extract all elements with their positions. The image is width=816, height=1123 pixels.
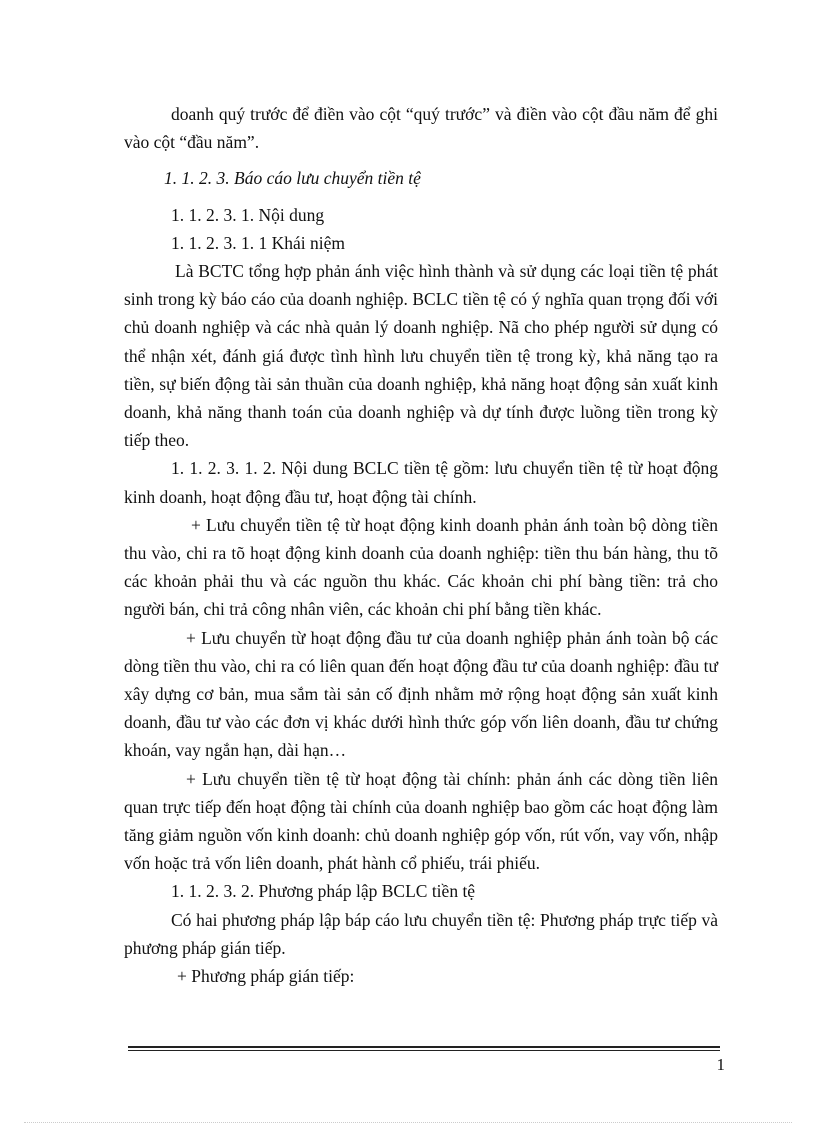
- paragraph-two-methods: Có hai phương pháp lập báp cáo lưu chuyển tiền tệ: Phương pháp trực tiếp và phương pháp gián tiếp.: [124, 909, 718, 958]
- page-number: 1: [716, 1055, 725, 1074]
- paragraph-financing-activities: + Lưu chuyển tiền tệ từ hoạt động tài chính: phản ánh các dòng tiền liên quan trực tiếp đến hoạt động tài chính của doanh nghiệp bao gồm các hoạt động làm tăng giảm nguồn vốn kinh doanh: chủ doanh nghiệp góp vốn, rút vốn, vay vốn, nhập vốn hoặc trả vốn liên doanh, phát hành cổ phiếu, trái phiếu.: [124, 768, 718, 874]
- paragraph-operating-activities: + Lưu chuyển tiền tệ từ hoạt động kinh doanh phản ánh toàn bộ dòng tiền thu vào, chi ra tõ hoạt động kinh doanh của doanh nghiệp: tiền thu bán hàng, thu tõ các khoản phải thu và các nguồn thu khác. Các khoản chi phí bàng tiền: trả cho người bán, chi trả công nhân viên, các khoản chi phí bằng tiền khác.: [124, 514, 718, 620]
- subheading-concept: 1. 1. 2. 3. 1. 1 Khái niệm: [171, 232, 346, 253]
- subheading-method: 1. 1. 2. 3. 2. Phương pháp lập BCLC tiền tệ: [171, 881, 476, 902]
- paragraph-content-components: 1. 1. 2. 3. 1. 2. Nội dung BCLC tiền tệ gồm: lưu chuyển tiền tệ từ hoạt động kinh doanh, hoạt động đầu tư, hoạt động tài chính.: [124, 458, 718, 507]
- document-body: [124, 100, 718, 990]
- subheading-content: 1. 1. 2. 3. 1. Nội dung: [171, 204, 325, 225]
- footer-double-rule: [128, 1046, 720, 1051]
- section-heading-cash-flow-report: 1. 1. 2. 3. Báo cáo lưu chuyển tiền tệ: [164, 168, 421, 189]
- paragraph-concept: Là BCTC tổng hợp phản ánh việc hình thành và sử dụng các loại tiền tệ phát sinh trong kỳ báo cáo của doanh nghiệp. BCLC tiền tệ có ý nghĩa quan trọng đối với chủ doanh nghiệp và các nhà quản lý doanh nghiệp. Nã cho phép người sử dụng có thể nhận xét, đánh giá được tình hình lưu chuyển tiền tệ trong kỳ, khả năng tạo ra tiền, sự biến động tài sản thuần của doanh nghiệp, khả năng hoạt động sản xuất kinh doanh, khả năng thanh toán của doanh nghiệp và dự tính được luồng tiền trong kỳ tiếp theo.: [124, 261, 718, 451]
- paragraph-indirect-method: + Phương pháp gián tiếp:: [177, 966, 355, 987]
- paragraph-investing-activities: + Lưu chuyển từ hoạt động đầu tư của doanh nghiệp phản ánh toàn bộ các dòng tiền thu vào, chi ra có liên quan đến hoạt động đầu tư của doanh nghiệp: đầu tư xây dựng cơ bản, mua sắm tài sản cố định nhằm mở rộng hoạt động sản xuất kinh doanh, đầu tư vào các đơn vị khác dưới hình thức góp vốn liên doanh, đầu tư chứng khoán, vay ngắn hạn, dài hạn…: [124, 627, 718, 761]
- paragraph-continuation: doanh quý trước để điền vào cột “quý trước” và điền vào cột đầu năm để ghi vào cột “đầu năm”.: [124, 104, 718, 153]
